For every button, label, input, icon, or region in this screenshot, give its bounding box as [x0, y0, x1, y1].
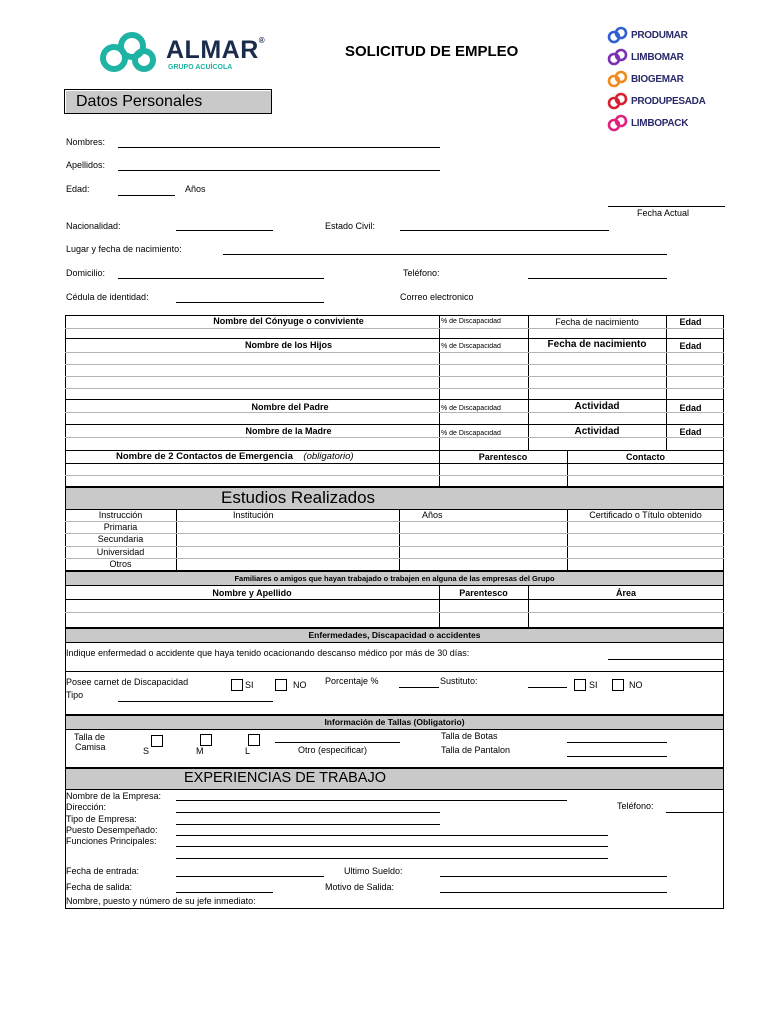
- almar-logo-icon: [98, 30, 160, 76]
- col-anios: Años: [422, 510, 443, 520]
- brand-logo-icon: [607, 48, 629, 66]
- label-porcentaje: Porcentaje %: [325, 676, 379, 686]
- label-sueldo: Ultimo Sueldo:: [344, 866, 403, 876]
- logo-subtitle: GRUPO ACUÍCOLA: [168, 64, 233, 71]
- field-edad[interactable]: [118, 195, 175, 196]
- col-actividad-2: Actividad: [574, 426, 620, 437]
- field-funciones-2[interactable]: [176, 858, 608, 859]
- label-talla-botas: Talla de Botas: [441, 731, 498, 741]
- health-indique: Indique enfermedad o accidente que haya tenido ocacionando descanso médico por más de 30 días:: [66, 648, 470, 658]
- col-edad-3: Edad: [679, 403, 702, 413]
- field-exp-telefono[interactable]: [666, 812, 724, 813]
- label-motivo: Motivo de Salida:: [325, 882, 395, 892]
- field-puesto[interactable]: [176, 835, 608, 836]
- brand-name: LIMBOPACK: [631, 117, 689, 129]
- section-title-studies: Estudios Realizados: [221, 488, 376, 507]
- brand-limbomar: [607, 48, 684, 66]
- label-tipo: Tipo: [66, 690, 84, 700]
- label-salida: Fecha de salida:: [66, 882, 133, 892]
- col-edad-4: Edad: [679, 427, 702, 437]
- col-fecha-nac-1: Fecha de nacimiento: [555, 317, 639, 327]
- label-carnet-si: SI: [245, 680, 254, 690]
- brand-logo-icon: [607, 114, 629, 132]
- company-logo: [98, 30, 278, 76]
- col-pct-disc-2: % de Discapacidad: [441, 343, 501, 350]
- label-domicilio: Domicilio:: [66, 268, 106, 278]
- col-instruccion: Instrucción: [98, 510, 143, 520]
- relatives-title: Familiares o amigos que hayan trabajado o trabajen en alguna de las empresas del Grupo: [234, 574, 555, 583]
- field-apellidos[interactable]: [118, 170, 440, 171]
- label-tipo-empresa: Tipo de Empresa:: [66, 814, 137, 824]
- checkbox-carnet-si[interactable]: [231, 679, 243, 691]
- field-sueldo[interactable]: [440, 876, 667, 877]
- label-carnet-no: NO: [293, 680, 307, 690]
- label-exp-telefono: Teléfono:: [617, 801, 654, 811]
- checkbox-talla-s[interactable]: [151, 735, 163, 747]
- brand-name: PRODUMAR: [631, 29, 688, 41]
- field-direccion[interactable]: [176, 812, 440, 813]
- field-talla-otro[interactable]: [275, 742, 400, 743]
- logo-wordmark: ALMAR®: [166, 36, 266, 64]
- label-apellidos: Apellidos:: [66, 160, 106, 170]
- label-estado-civil: Estado Civil:: [325, 221, 376, 231]
- col-contactos: Nombre de 2 Contactos de Emergencia (obligatorio): [116, 451, 354, 462]
- brand-name: PRODUPESADA: [631, 95, 706, 107]
- label-telefono: Teléfono:: [403, 268, 440, 278]
- field-tipo[interactable]: [118, 701, 273, 702]
- brand-produpesada: [607, 92, 706, 110]
- col-pct-disc-1: % de Discapacidad: [441, 318, 501, 325]
- label-edad: Edad:: [66, 184, 90, 194]
- label-correo: Correo electronico: [400, 292, 474, 302]
- label-puesto: Puesto Desempeñado:: [66, 825, 158, 835]
- col-conyuge: Nombre del Cónyuge o conviviente: [213, 316, 364, 326]
- brand-name: BIOGEMAR: [631, 73, 684, 85]
- label-talla-l: L: [245, 746, 251, 756]
- col-padre: Nombre del Padre: [251, 402, 329, 412]
- col-actividad-1: Actividad: [574, 401, 620, 412]
- label-anios: Años: [185, 184, 206, 194]
- col-pct-disc-4: % de Discapacidad: [441, 430, 501, 437]
- col-parentesco: Parentesco: [478, 452, 528, 462]
- field-tipo-empresa[interactable]: [176, 824, 440, 825]
- label-carnet: Posee carnet de Discapacidad: [66, 677, 189, 687]
- label-talla-m: M: [196, 746, 204, 756]
- checkbox-talla-m[interactable]: [200, 734, 212, 746]
- col-contacto: Contacto: [626, 452, 665, 462]
- col-certificado: Certificado o Título obtenido: [589, 510, 702, 520]
- field-estado-civil[interactable]: [400, 230, 609, 231]
- label-jefe: Nombre, puesto y número de su jefe inmediato:: [66, 896, 256, 906]
- checkbox-sustituto-si[interactable]: [574, 679, 586, 691]
- field-salida[interactable]: [176, 892, 273, 893]
- label-nombres: Nombres:: [66, 137, 106, 147]
- label-sustituto: Sustituto:: [440, 676, 478, 686]
- brand-biogemar: [607, 70, 684, 88]
- study-row-primaria: Primaria: [103, 522, 138, 532]
- label-direccion: Dirección:: [66, 802, 107, 812]
- label-fecha-actual: Fecha Actual: [637, 208, 690, 218]
- field-telefono[interactable]: [528, 278, 667, 279]
- page-title: SOLICITUD DE EMPLEO: [345, 43, 519, 60]
- col-fecha-nac-2: Fecha de nacimiento: [547, 339, 647, 350]
- col-edad-2: Edad: [679, 341, 702, 351]
- field-talla-pantalon[interactable]: [567, 756, 667, 757]
- field-porcentaje[interactable]: [399, 687, 439, 688]
- label-talla-camisa-2: Camisa: [75, 742, 106, 752]
- col-pct-disc-3: % de Discapacidad: [441, 405, 501, 412]
- brand-logo-icon: [607, 26, 629, 44]
- field-cedula[interactable]: [176, 302, 324, 303]
- brand-logo-icon: [607, 70, 629, 88]
- label-empresa: Nombre de la Empresa:: [66, 791, 162, 801]
- label-lugar-fecha: Lugar y fecha de nacimiento:: [66, 244, 182, 254]
- field-empresa[interactable]: [176, 800, 567, 801]
- label-sustituto-no: NO: [629, 680, 643, 690]
- checkbox-talla-l[interactable]: [248, 734, 260, 746]
- brand-name: LIMBOMAR: [631, 51, 684, 63]
- checkbox-carnet-no[interactable]: [275, 679, 287, 691]
- field-entrada[interactable]: [176, 876, 324, 877]
- field-funciones-1[interactable]: [176, 846, 608, 847]
- label-sustituto-si: SI: [589, 680, 598, 690]
- field-motivo[interactable]: [440, 892, 667, 893]
- label-funciones: Funciones Principales:: [66, 836, 157, 846]
- label-nacionalidad: Nacionalidad:: [66, 221, 121, 231]
- checkbox-sustituto-no[interactable]: [612, 679, 624, 691]
- field-nombres[interactable]: [118, 147, 440, 148]
- field-talla-botas[interactable]: [567, 742, 667, 743]
- field-enfermedad[interactable]: [608, 659, 724, 660]
- col-nombre-apellido: Nombre y Apellido: [212, 588, 292, 598]
- col-rel-parentesco: Parentesco: [459, 588, 508, 598]
- label-talla-camisa-1: Talla de: [74, 732, 106, 742]
- col-hijos: Nombre de los Hijos: [244, 340, 333, 350]
- label-talla-otro: Otro (especificar): [298, 745, 368, 755]
- field-lugar-fecha[interactable]: [223, 254, 667, 255]
- brand-limbopack: [607, 114, 688, 132]
- brand-logo-icon: [607, 92, 629, 110]
- field-nacionalidad[interactable]: [176, 230, 273, 231]
- field-fecha-actual[interactable]: [608, 206, 725, 207]
- field-sustituto[interactable]: [528, 687, 567, 688]
- col-edad-1: Edad: [679, 317, 702, 327]
- study-row-secundaria: Secundaria: [97, 534, 144, 544]
- section-title-experience: EXPERIENCIAS DE TRABAJO: [184, 770, 386, 786]
- brand-produmar: [607, 26, 688, 44]
- study-row-universidad: Universidad: [96, 547, 145, 557]
- label-talla-s: S: [143, 746, 150, 756]
- label-cedula: Cédula de identidad:: [66, 292, 149, 302]
- health-title: Enfermedades, Discapacidad o accidentes: [308, 630, 481, 640]
- col-madre: Nombre de la Madre: [245, 426, 332, 436]
- label-talla-pantalon: Talla de Pantalon: [441, 745, 511, 755]
- col-institucion: Institución: [233, 510, 274, 520]
- section-title-personal: Datos Personales: [64, 89, 272, 114]
- sizes-title: Información de Tallas (Obligatorio): [324, 717, 465, 727]
- col-area: Área: [615, 588, 636, 598]
- study-row-otros: Otros: [109, 559, 132, 569]
- label-entrada: Fecha de entrada:: [66, 866, 140, 876]
- field-domicilio[interactable]: [118, 278, 324, 279]
